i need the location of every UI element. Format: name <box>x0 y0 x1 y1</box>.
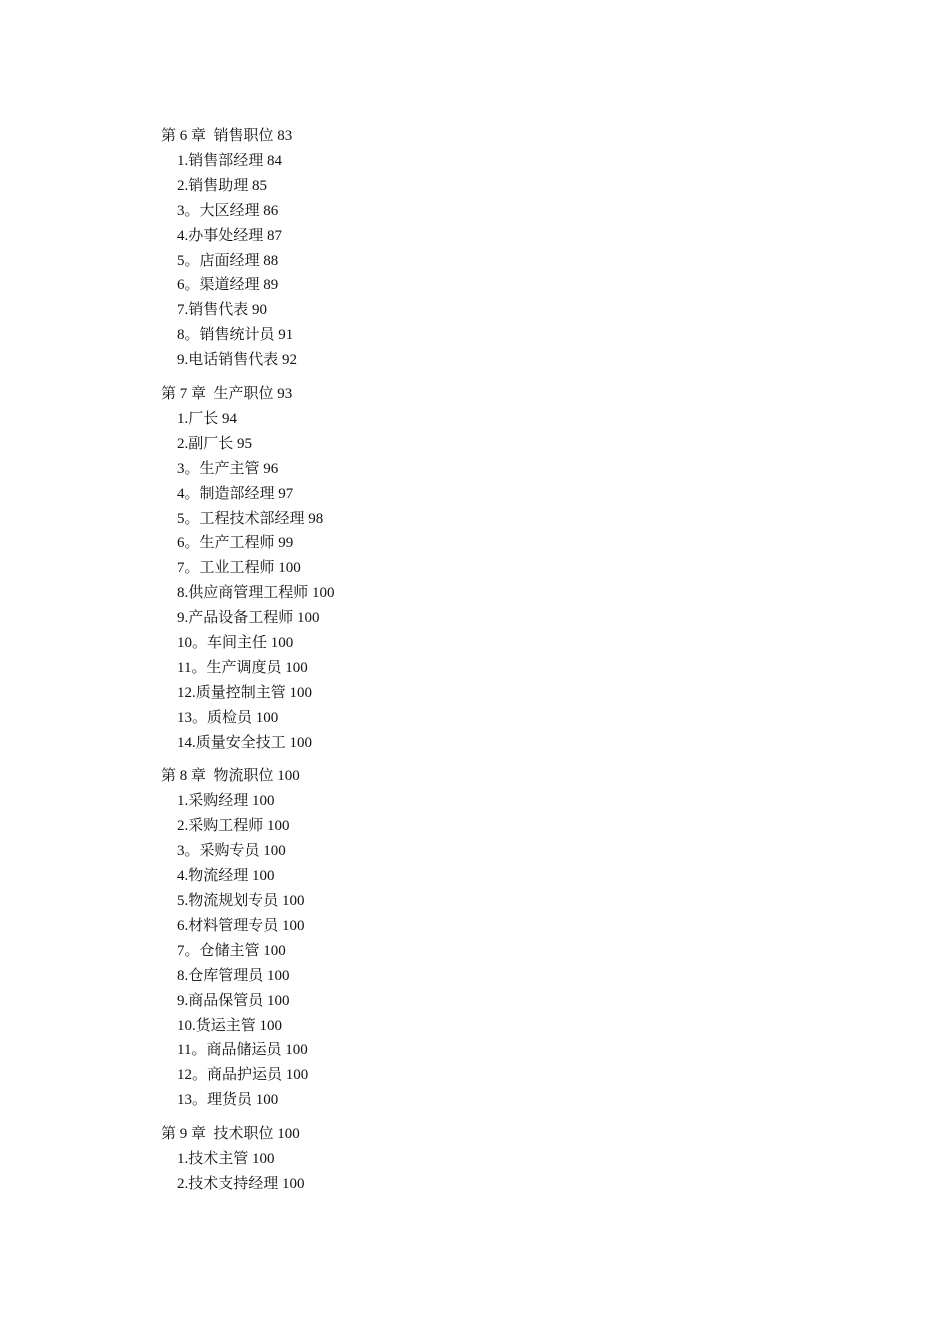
chapter-title: 第 6 章 销售职位 83 <box>161 128 293 144</box>
toc-item: 5.物流规划专员 100 <box>177 893 305 910</box>
toc-item: 2.销售助理 85 <box>177 177 268 194</box>
toc-item: 3。采购专员 100 <box>177 843 286 860</box>
toc-item: 10。车间主任 100 <box>177 635 294 652</box>
toc-item: 1.采购经理 100 <box>177 793 275 810</box>
chapter-item-list <box>161 149 861 373</box>
toc-item: 1.厂长 94 <box>177 411 238 428</box>
chapter-title: 第 7 章 生产职位 93 <box>161 386 293 403</box>
chapter-8 <box>161 764 861 1113</box>
toc-item: 6。生产工程师 99 <box>177 535 294 552</box>
toc-item: 1.技术主管 100 <box>177 1151 275 1168</box>
toc-item: 7。仓储主管 100 <box>177 942 286 959</box>
toc-item: 1.销售部经理 84 <box>177 153 283 169</box>
toc-item: 7。工业工程师 100 <box>177 560 301 577</box>
chapter-item-list <box>161 407 861 755</box>
chapter-item-list <box>161 789 861 1113</box>
toc-item: 11。生产调度员 100 <box>177 659 308 676</box>
chapter-title: 第 8 章 物流职位 100 <box>161 768 300 785</box>
toc-item: 14.质量安全技工 100 <box>177 734 313 751</box>
toc-item: 9.产品设备工程师 100 <box>177 610 320 627</box>
toc-item: 8.仓库管理员 100 <box>177 967 290 984</box>
toc-item: 2.技术支持经理 100 <box>177 1175 305 1192</box>
toc-item: 7.销售代表 90 <box>177 302 268 319</box>
toc-item: 4.物流经理 100 <box>177 868 275 885</box>
toc-item: 3。大区经理 86 <box>177 202 279 219</box>
toc-item: 5。工程技术部经理 98 <box>177 510 324 527</box>
chapter-title: 第 9 章 技术职位 100 <box>161 1126 300 1143</box>
toc-item: 4。制造部经理 97 <box>177 485 294 502</box>
toc-item: 12.质量控制主管 100 <box>177 684 313 701</box>
chapter-item-list <box>161 1147 861 1197</box>
toc-item: 11。商品储运员 100 <box>177 1042 308 1059</box>
toc-item: 2.副厂长 95 <box>177 435 253 452</box>
toc-item: 8。销售统计员 91 <box>177 327 294 344</box>
toc-item: 6。渠道经理 89 <box>177 277 279 294</box>
toc-item: 12。商品护运员 100 <box>177 1067 309 1084</box>
chapter-6 <box>161 124 861 373</box>
toc-item: 9.电话销售代表 92 <box>177 352 298 369</box>
chapter-7 <box>161 382 861 755</box>
chapter-9 <box>161 1122 861 1197</box>
toc-item: 13。理货员 100 <box>177 1092 279 1109</box>
toc-item: 2.采购工程师 100 <box>177 818 290 835</box>
toc-item: 9.商品保管员 100 <box>177 992 290 1009</box>
toc-item: 6.材料管理专员 100 <box>177 917 305 934</box>
toc-item: 3。生产主管 96 <box>177 460 279 477</box>
toc-item: 5。店面经理 88 <box>177 252 279 269</box>
toc-item: 4.办事处经理 87 <box>177 227 283 244</box>
table-of-contents <box>161 124 861 1197</box>
toc-item: 10.货运主管 100 <box>177 1017 283 1034</box>
toc-item: 13。质检员 100 <box>177 709 279 726</box>
toc-item: 8.供应商管理工程师 100 <box>177 585 335 602</box>
